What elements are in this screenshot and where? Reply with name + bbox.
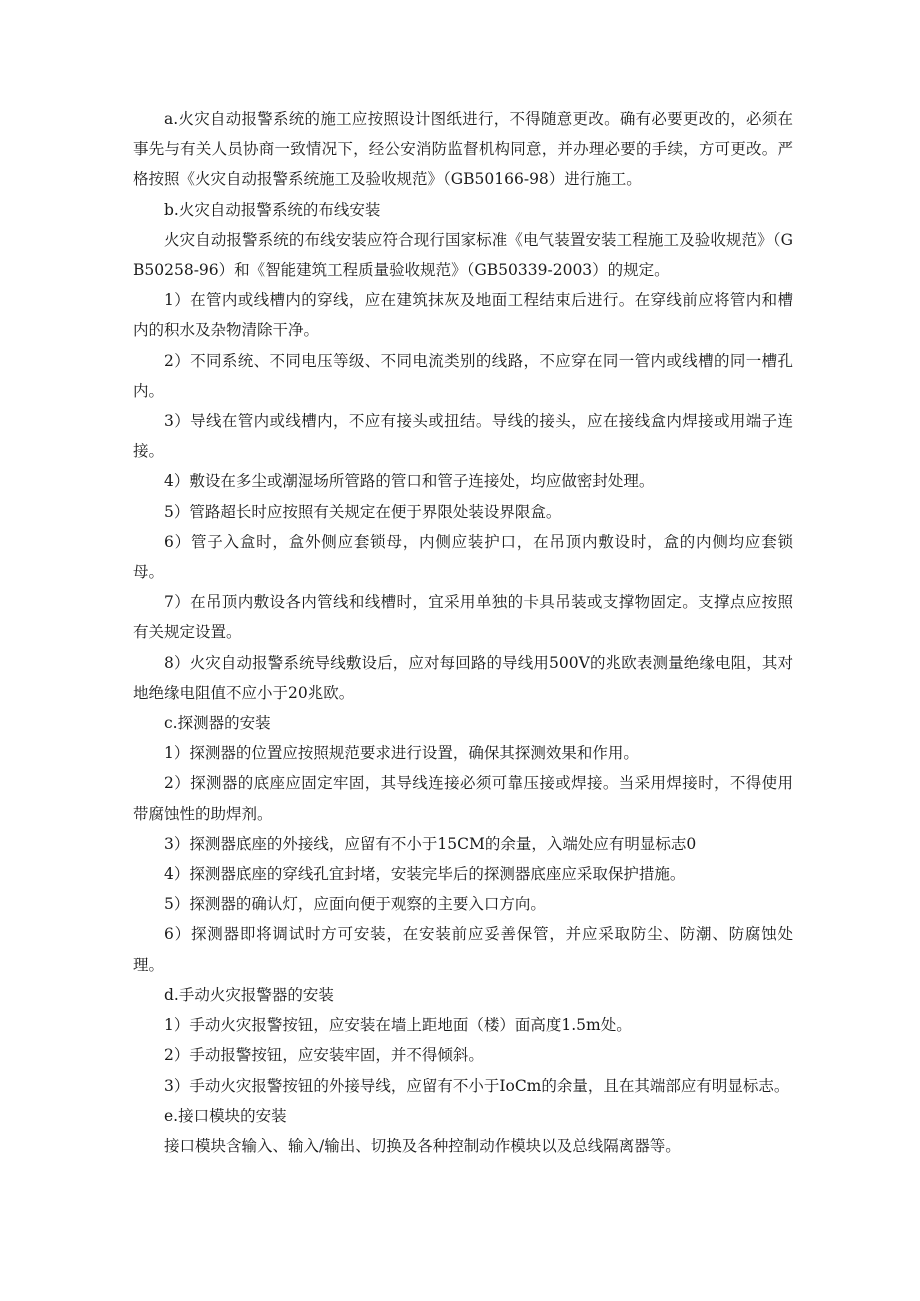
wiring-item-7: 7）在吊顶内敷设各内管线和线槽时，宜采用单独的卡具吊装或支撑物固定。支撑点应按照有关规定设置。 <box>133 593 793 642</box>
heading-c-detector-installation: c.探测器的安装 <box>164 714 271 733</box>
interface-module-paragraph: 接口模块含输入、输入/输出、切换及各种控制动作模块以及总线隔离器等。 <box>164 1136 681 1155</box>
wiring-item-4: 4）敷设在多尘或潮湿场所管路的管口和管子连接处，均应做密封处理。 <box>164 472 655 491</box>
wiring-item-6: 6）管子入盒时，盒外侧应套锁母，内侧应装护口，在吊顶内敷设时，盒的内侧均应套锁母。 <box>133 532 793 582</box>
manual-alarm-item-3: 3）手动火灾报警按钮的外接导线，应留有不小于IoCm的余量，且在其端部应有明显标志。 <box>164 1076 790 1095</box>
detector-item-4: 4）探测器底座的穿线孔宜封堵，安装完毕后的探测器底座应采取保护措施。 <box>164 865 686 884</box>
heading-d-manual-alarm-installation: d.手动火灾报警器的安装 <box>164 985 334 1004</box>
wiring-item-1: 1）在管内或线槽内的穿线，应在建筑抹灰及地面工程结束后进行。在穿线前应将管内和槽内的积水及杂物清除干净。 <box>133 291 793 340</box>
document-body <box>133 104 793 1161</box>
manual-alarm-item-1: 1）手动火灾报警按钮，应安装在墙上距地面（楼）面高度1.5m处。 <box>164 1016 632 1035</box>
detector-item-1: 1）探测器的位置应按照规范要求进行设置，确保其探测效果和作用。 <box>164 744 639 763</box>
detector-item-3: 3）探测器底座的外接线，应留有不小于15CM的余量，入端处应有明显标志0 <box>164 834 697 853</box>
detector-item-2: 2）探测器的底座应固定牢固，其导线连接必须可靠压接或焊接。当采用焊接时，不得使用带腐蚀性的助焊剂。 <box>133 774 793 823</box>
detector-item-6: 6）探测器即将调试时方可安装，在安装前应妥善保管，并应采取防尘、防潮、防腐蚀处理。 <box>133 925 793 974</box>
paragraph-a-construction-rule: a.火灾自动报警系统的施工应按照设计图纸进行，不得随意更改。确有必要更改的，必须在事先与有关人员协商一致情况下，经公安消防监督机构同意，并办理必要的手续，方可更改。严格按照《火灾自动报警系统施工及验收规范》（GB50166-98）进行施工。 <box>133 110 793 189</box>
heading-e-interface-module-installation: e.接口模块的安装 <box>164 1106 287 1125</box>
wiring-item-2: 2）不同系统、不同电压等级、不同电流类别的线路，不应穿在同一管内或线槽的同一槽孔内。 <box>133 351 793 400</box>
wiring-item-5: 5）管路超长时应按照有关规定在便于界限处装设界限盒。 <box>164 502 562 521</box>
wiring-item-8: 8）火灾自动报警系统导线敷设后，应对每回路的导线用500V的兆欧表测量绝缘电阻，其对地绝缘电阻值不应小于20兆欧。 <box>133 653 793 702</box>
detector-item-5: 5）探测器的确认灯，应面向便于观察的主要入口方向。 <box>164 895 546 914</box>
wiring-item-3: 3）导线在管内或线槽内，不应有接头或扭结。导线的接头，应在接线盒内焊接或用端子连接。 <box>133 412 793 461</box>
paragraph-wiring-standards: 火灾自动报警系统的布线安装应符合现行国家标准《电气装置安装工程施工及验收规范》（GB50258-96）和《智能建筑工程质量验收规范》（GB50339-2003）的规定。 <box>133 230 793 280</box>
heading-b-wiring-installation: b.火灾自动报警系统的布线安装 <box>164 200 381 219</box>
manual-alarm-item-2: 2）手动报警按钮，应安装牢固，并不得倾斜。 <box>164 1046 484 1065</box>
